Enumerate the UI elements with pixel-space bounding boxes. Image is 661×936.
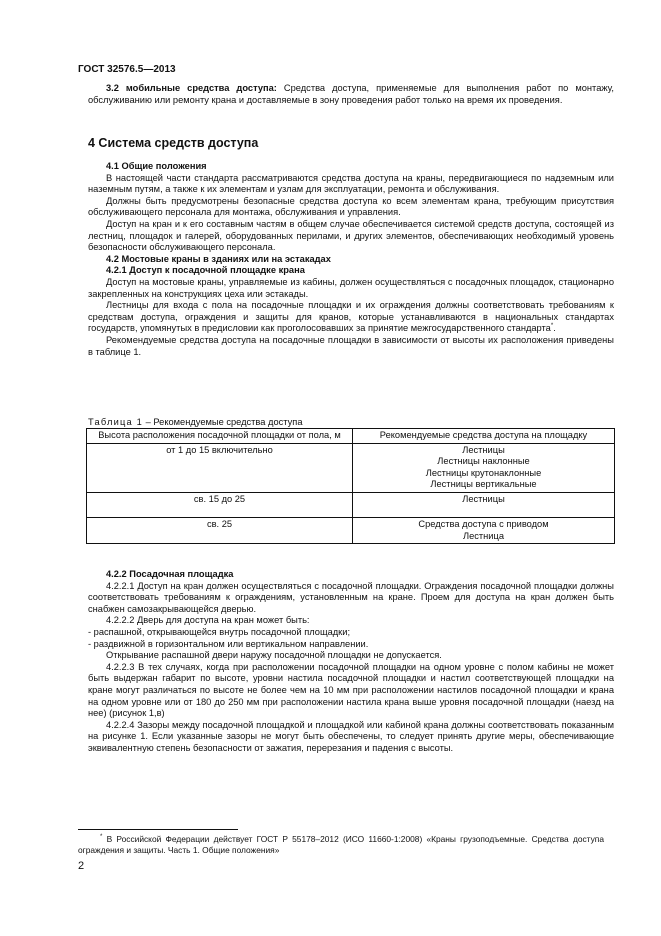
- section-4-2-2: [88, 569, 614, 755]
- paragraph: 4.2.2.4 Зазоры между посадочной площадкой и площадкой или кабиной крана должны соответствовать показанным на рисунке 1. Если указанные зазоры не могут быть обеспечены, то следует принять другие меры, обеспечивающие эквивалентную степень безопасности от зажатия, перерезания и падения с высоты.: [88, 719, 614, 753]
- table-header-row: [87, 429, 615, 444]
- footnote: [78, 834, 604, 856]
- definition-3-2: [88, 83, 614, 106]
- means-item: Средства доступа с приводом: [418, 518, 549, 529]
- means-item: Лестницы: [462, 444, 505, 455]
- paragraph-end: .: [553, 323, 556, 334]
- page-number: 2: [78, 860, 85, 872]
- footnote-ref: *: [550, 323, 554, 330]
- list-item: - раздвижной в горизонтальном или вертикальном направлении.: [88, 638, 369, 649]
- cell-height: св. 25: [87, 517, 353, 543]
- cell-height: от 1 до 15 включительно: [87, 443, 353, 492]
- document-header: ГОСТ 32576.5—2013: [78, 64, 176, 75]
- paragraph: 4.2.2.3 В тех случаях, когда при расположении посадочной площадки на одном уровне с полом кабины не может быть выдержан габарит по высоте, уровни настила посадочной площадки и настил соответствующей площадки на кране могут различаться по высоте не более чем на 10 мм при расположении настилов посадочной площадки и крана на одном уровне или от 180 до 250 мм при расположении настила крана выше уровня посадочной площадки (наезд на нее) (рисунок 1,в): [88, 661, 614, 719]
- cell-means: [353, 492, 615, 517]
- footnote-divider: [78, 829, 238, 830]
- paragraph: 4.2.2.2 Дверь для доступа на кран может быть:: [106, 615, 310, 626]
- table-row: [87, 492, 615, 517]
- table-row: [87, 443, 615, 492]
- table-caption: [88, 417, 302, 427]
- cell-means: [353, 443, 615, 492]
- paragraph-text: Лестницы для входа с пола на посадочные площадки и их ограждения должны соответствовать требованиям к средствам доступа, ограждения и защиты для кранов, которые устанавливаются в национальных стандартах государств, упомянутых в предисловии как проголосовавших за принятие межгосударственного стандарта: [88, 300, 614, 334]
- table-row: [87, 517, 615, 543]
- term-definition: Средства доступа, применяемые для выполнения работ по монтажу, обслуживанию или ремонту крана и доставляемые в зону проведения работ только на время их проведения.: [88, 83, 614, 105]
- means-item: Лестницы крутонаклонные: [425, 467, 542, 478]
- table-caption-text: – Рекомендуемые средства доступа: [143, 417, 303, 427]
- term-mobile-access: 3.2 мобильные средства доступа:: [106, 83, 277, 93]
- paragraph: Должны быть предусмотрены безопасные средства доступа ко всем элементам крана, требующим присутствия обслуживающего персонала для монтажа, обслуживания и управления.: [88, 195, 614, 218]
- means-item: Лестницы: [462, 493, 505, 504]
- paragraph: Рекомендуемые средства доступа на посадочные площадки в зависимости от высоты их расположения приведены в таблице 1.: [88, 334, 614, 357]
- cell-means: [353, 517, 615, 543]
- cell-height: св. 15 до 25: [87, 492, 353, 517]
- footnote-text: В Российской Федерации действует ГОСТ Р 55178–2012 (ИСО 11660-1:2008) «Краны грузоподъемные. Средства доступа ограждения и защиты. Часть 1. Общие положения»: [78, 834, 604, 855]
- means-item: Лестницы вертикальные: [430, 479, 537, 490]
- footnote-mark: *: [100, 834, 103, 841]
- paragraph: 4.2.2.1 Доступ на кран должен осуществляться с посадочной площадки. Ограждения посадочной площадки должны соответствовать требованиям к ограждениям, установленным на кране. Проем для доступа на кран должен быть снабжен самозакрывающейся дверью.: [88, 580, 614, 614]
- section-4-2-1-title: 4.2.1 Доступ к посадочной площадке крана: [106, 265, 305, 276]
- paragraph: Доступ на кран и к его составным частям в общем случае обеспечивается системой средств доступа, состоящей из лестниц, площадок и галерей, оборудованных перилами, и других элементов, обеспечивающих необходимый уровень безопасности обслуживающего персонала.: [88, 218, 614, 253]
- paragraph: [88, 300, 614, 335]
- means-item: Лестницы наклонные: [437, 456, 530, 467]
- section-4-2-2-title: 4.2.2 Посадочная площадка: [106, 569, 234, 579]
- table-1: [86, 428, 615, 544]
- list-item: - распашной, открывающейся внутрь посадочной площадки;: [88, 626, 351, 637]
- column-header-height: Высота расположения посадочной площадки от пола, м: [87, 429, 353, 444]
- section-4-2-title: 4.2 Мостовые краны в зданиях или на эстакадах: [106, 253, 331, 264]
- means-item: Лестница: [462, 530, 504, 541]
- column-header-means: Рекомендуемые средства доступа на площадку: [353, 429, 615, 444]
- paragraph: Открывание распашной двери наружу посадочной площадки не допускается.: [106, 650, 442, 661]
- paragraph: В настоящей части стандарта рассматриваются средства доступа на краны, передвигающиеся по надземным или наземным путям, а также к их элементам и узлам для эксплуатации, ремонта и обслуживания.: [88, 172, 614, 195]
- section-4-heading: 4 Система средств доступа: [88, 136, 259, 150]
- section-4-1-title: 4.1 Общие положения: [106, 161, 207, 171]
- section-4-1: [88, 161, 614, 358]
- paragraph: Доступ на мостовые краны, управляемые из кабины, должен осуществляться с посадочных площадок, стационарно закрепленных на конструкциях цеха или эстакады.: [88, 276, 614, 299]
- table-caption-label: Таблица 1: [88, 417, 144, 427]
